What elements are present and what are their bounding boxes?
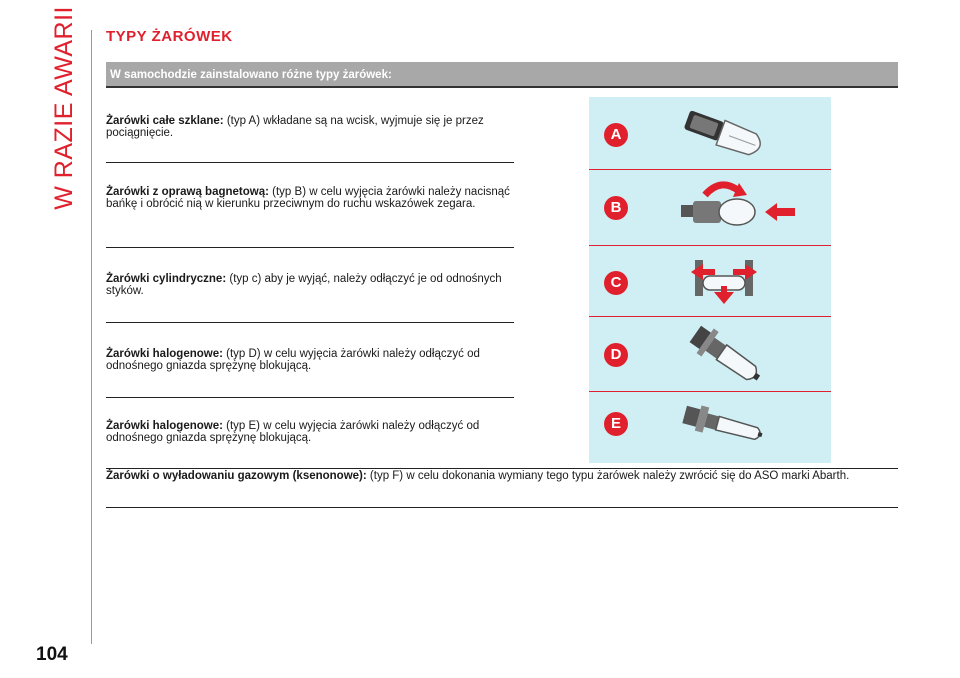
item-desc: (typ F) w celu dokonania wymiany tego typu żarówek należy zwrócić się do ASO marki Abarth. <box>369 470 850 482</box>
bayonet-bulb-icon <box>677 173 807 243</box>
bulb-type-item-c <box>106 273 514 297</box>
bulb-type-item-f <box>106 470 898 482</box>
bulb-figure-a <box>589 97 831 169</box>
bulb-letter-d: D <box>604 343 628 367</box>
bulb-figure-b <box>589 170 831 245</box>
item-desc: (typ B) w celu wyjęcia żarówki należy nacisnąć bańkę i obrócić nią w kierunku przeciwnym do ruchu wskazówek zegara. <box>106 186 510 210</box>
cylindrical-bulb-icon <box>689 252 799 312</box>
page-number: 104 <box>36 644 68 665</box>
bulb-letter-b: B <box>604 196 628 220</box>
bulb-figure-e <box>589 392 831 463</box>
bulb-letter-e: E <box>604 412 628 436</box>
section-title: TYPY ŻARÓWEK <box>106 28 233 45</box>
item-term: Żarówki cylindryczne: <box>106 273 227 285</box>
item-divider <box>106 397 514 398</box>
item-divider <box>106 247 514 248</box>
bulb-letter-a: A <box>604 123 628 147</box>
bulb-type-item-a <box>106 115 514 139</box>
item-term: Żarówki z oprawą bagnetową: <box>106 186 269 198</box>
xenon-bottom-rule <box>106 507 898 508</box>
bulb-type-item-b <box>106 186 514 210</box>
bulb-type-item-e <box>106 420 514 444</box>
bulb-letter-c: C <box>604 271 628 295</box>
side-rule <box>91 30 92 644</box>
item-term: Żarówki o wyładowaniu gazowym (ksenonowe): <box>106 470 367 482</box>
halogen-bulb-d-icon <box>669 319 779 389</box>
item-divider <box>106 322 514 323</box>
xenon-top-rule <box>106 468 898 469</box>
halogen-bulb-e-icon <box>669 396 779 456</box>
item-term: Żarówki halogenowe: <box>106 348 223 360</box>
item-desc: (typ D) w celu wyjęcia żarówki należy odłączyć od odnośnego gniazda sprężynę blokującą. <box>106 348 480 372</box>
chapter-side-label <box>44 6 84 210</box>
item-term: Żarówki całe szklane: <box>106 115 224 127</box>
item-term: Żarówki halogenowe: <box>106 420 223 432</box>
chapter-side-label-text: W RAZIE AWARII <box>49 6 78 210</box>
intro-banner: W samochodzie zainstalowano różne typy żarówek: <box>106 62 898 88</box>
bulb-type-item-d <box>106 348 514 372</box>
item-desc: (typ c) aby je wyjąć, należy odłączyć je od odnośnych styków. <box>106 273 502 297</box>
wedge-bulb-icon <box>669 105 779 165</box>
item-divider <box>106 162 514 163</box>
bulb-illustration-panel <box>589 97 831 463</box>
bulb-figure-c <box>589 246 831 316</box>
bulb-figure-d <box>589 317 831 391</box>
item-desc: (typ A) wkładane są na wcisk, wyjmuje się je przez pociągnięcie. <box>106 115 484 139</box>
item-desc: (typ E) w celu wyjęcia żarówki należy odłączyć od odnośnego gniazda sprężynę blokującą. <box>106 420 480 444</box>
